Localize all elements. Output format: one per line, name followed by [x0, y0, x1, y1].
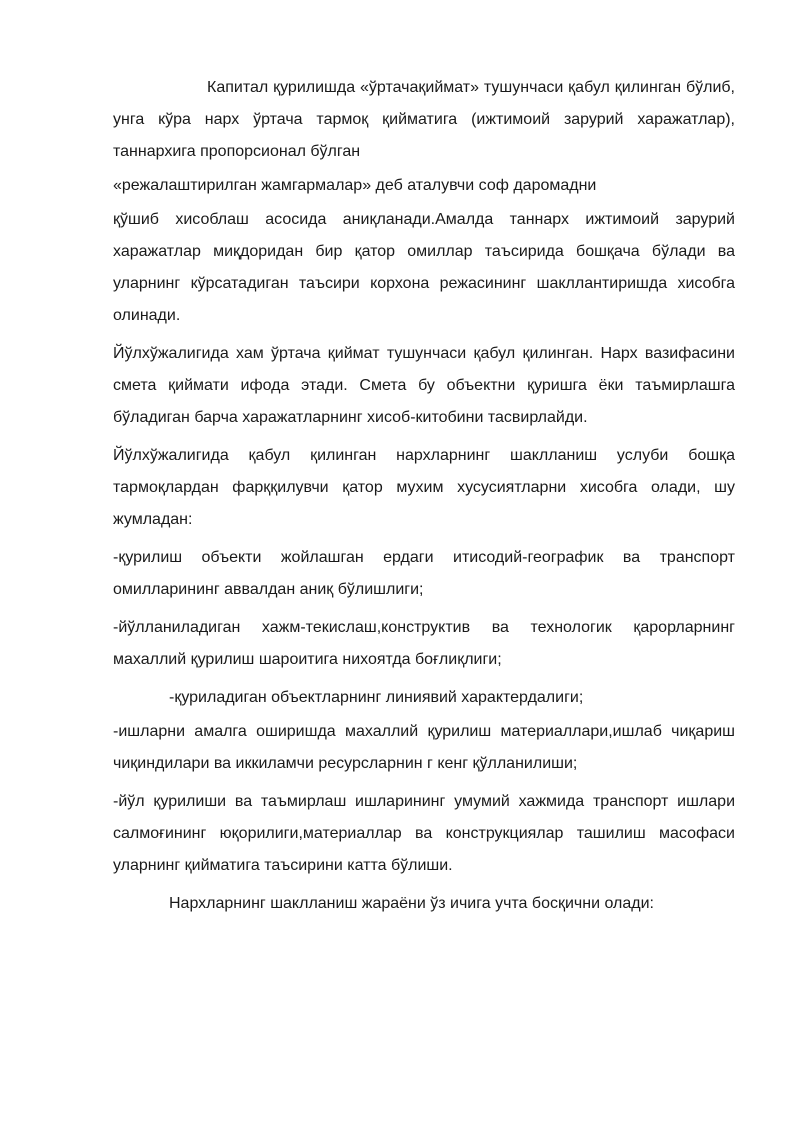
paragraph-planned-savings: «режалаштирилган жамгармалар» деб аталувчи соф даромадни [113, 177, 597, 194]
paragraph-average-value: Йўлхўжалигида хам ўртача қиймат тушунчаси қабул қилинган. Нарх вазифасини смета қиймати ифода этади. Смета бу объектни қуришга ёки таъмирлашга бўладиган барча харажатларнинг хисоб-китобини тасвирлайди. [113, 345, 735, 426]
paragraph-calculation: қўшиб хисоблаш асосида аниқланади.Амалда таннарх ижтимоий зарурий харажатлар миқдоридан бир қатор омиллар таъсирида бошқача бўлади ва уларнинг кўрсатадиган таъсири корхона режасининг шакллантиришда хисобга олинади. [113, 211, 735, 324]
list-item-linear-character: -қуриладиган объектларнинг линиявий характердалиги; [169, 689, 584, 706]
list-item-local-conditions: -йўлланиладиган хажм-текислаш,конструктив ва технологик қарорларнинг махаллий қурилиш шароитига нихоятда боғлиқлиги; [113, 619, 735, 668]
list-item-transport-share: -йўл қурилиши ва таъмирлаш ишларининг умумий хажмида транспорт ишлари салмоғининг юқорилиги,материаллар ва конструкциялар ташилиш масофаси уларнинг қийматига таъсирини катта бўлиши. [113, 793, 735, 874]
paragraph-intro: Капитал қурилишда «ўртачақиймат» тушунчаси қабул қилинган бўлиб, унга кўра нарх ўртача тармоқ қийматига (ижтимоий зарурий харажатлар), таннархига пропорсионал бўлган [113, 79, 735, 160]
paragraph-pricing-method: Йўлхўжалигида қабул қилинган нархларнинг шаклланиш услуби бошқа тармоқлардан фарққилувчи қатор мухим хусусиятларни хисобга олади, шу жумладан: [113, 447, 735, 528]
paragraph-three-stages: Нархларнинг шаклланиш жараёни ўз ичига учта босқични олади: [169, 895, 654, 912]
list-item-local-materials: -ишларни амалга оширишда махаллий қурилиш материаллари,ишлаб чиқариш чиқиндилари ва иккиламчи ресурсларнин г кенг қўлланилиши; [113, 723, 735, 772]
list-item-geography: -қурилиш объекти жойлашган ердаги итисодий-географик ва транспорт омилларининг аввалдан аниқ бўлишлиги; [113, 549, 735, 598]
document-page [113, 72, 735, 926]
